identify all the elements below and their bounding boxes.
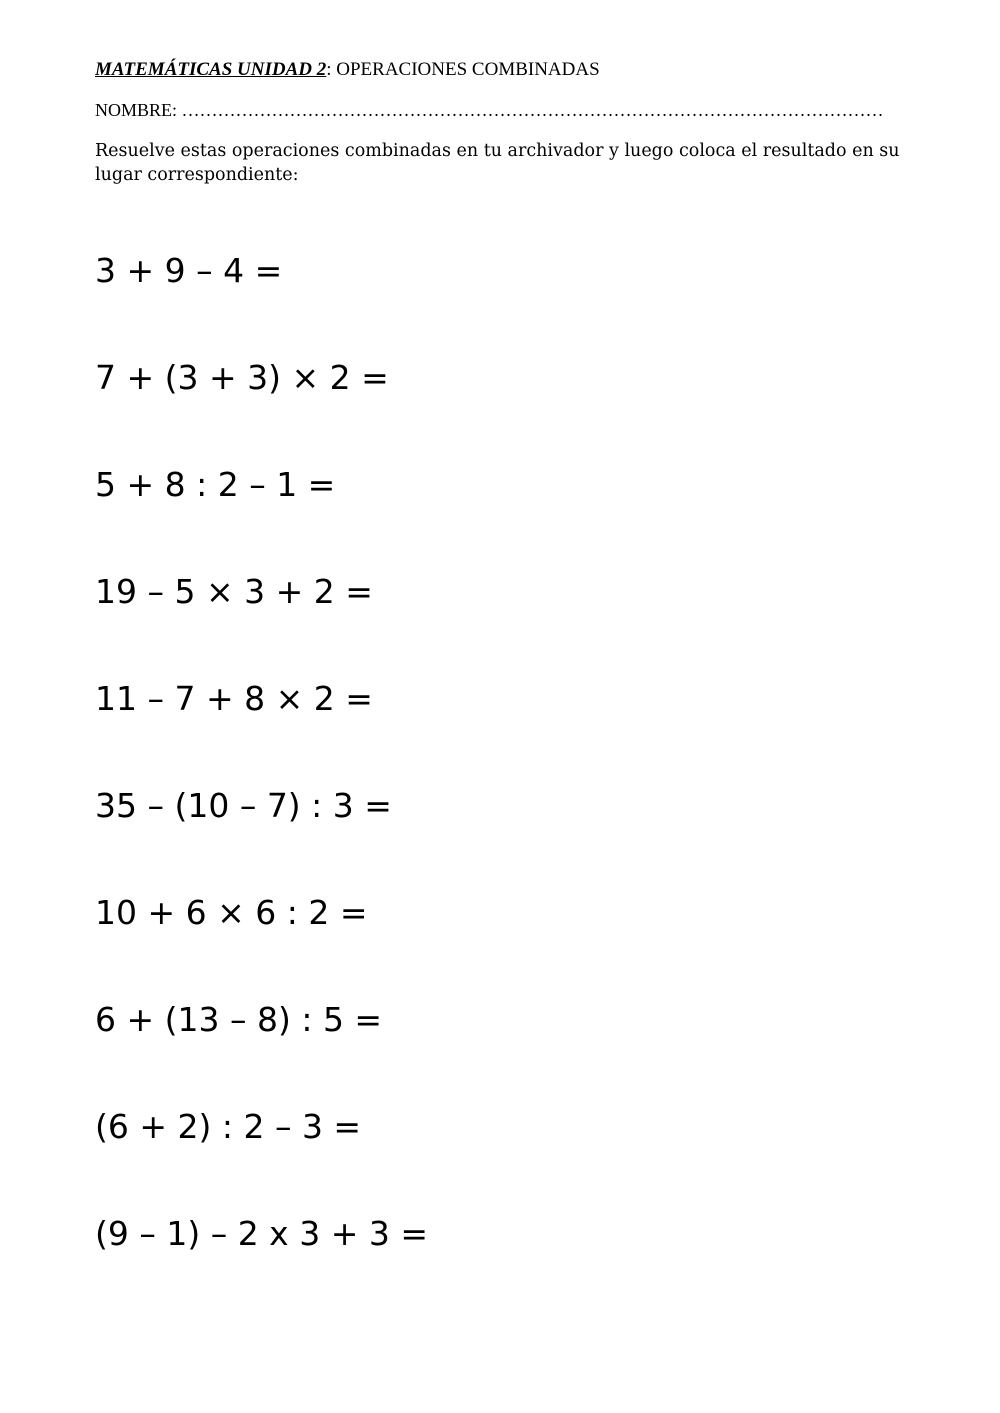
exercise-item: 19 – 5 × 3 + 2 = [95, 572, 373, 611]
exercise-item: 7 + (3 + 3) × 2 = [95, 358, 389, 397]
exercise-item: (6 + 2) : 2 – 3 = [95, 1107, 362, 1146]
exercise-item: 3 + 9 – 4 = [95, 251, 283, 290]
name-blank-line: ……………………………………………………………………………………………………… [177, 100, 884, 120]
exercise-item: 35 – (10 – 7) : 3 = [95, 786, 392, 825]
exercise-item: 6 + (13 – 8) : 5 = [95, 1000, 383, 1039]
name-label: NOMBRE: [95, 100, 178, 120]
instructions-text: Resuelve estas operaciones combinadas en tu archivador y luego coloca el resultado en su lugar correspondiente: [95, 141, 900, 185]
topic-label: OPERACIONES COMBINADAS [331, 59, 600, 80]
name-field [95, 100, 917, 121]
worksheet-title [95, 59, 600, 81]
unit-label: MATEMÁTICAS UNIDAD 2 [95, 59, 327, 80]
exercise-list [95, 248, 895, 1318]
exercise-item: 11 – 7 + 8 × 2 = [95, 679, 373, 718]
exercise-item: 5 + 8 : 2 – 1 = [95, 465, 336, 504]
title-separator: : [326, 59, 332, 80]
exercise-item: (9 – 1) – 2 x 3 + 3 = [95, 1214, 428, 1253]
exercise-item: 10 + 6 × 6 : 2 = [95, 893, 368, 932]
